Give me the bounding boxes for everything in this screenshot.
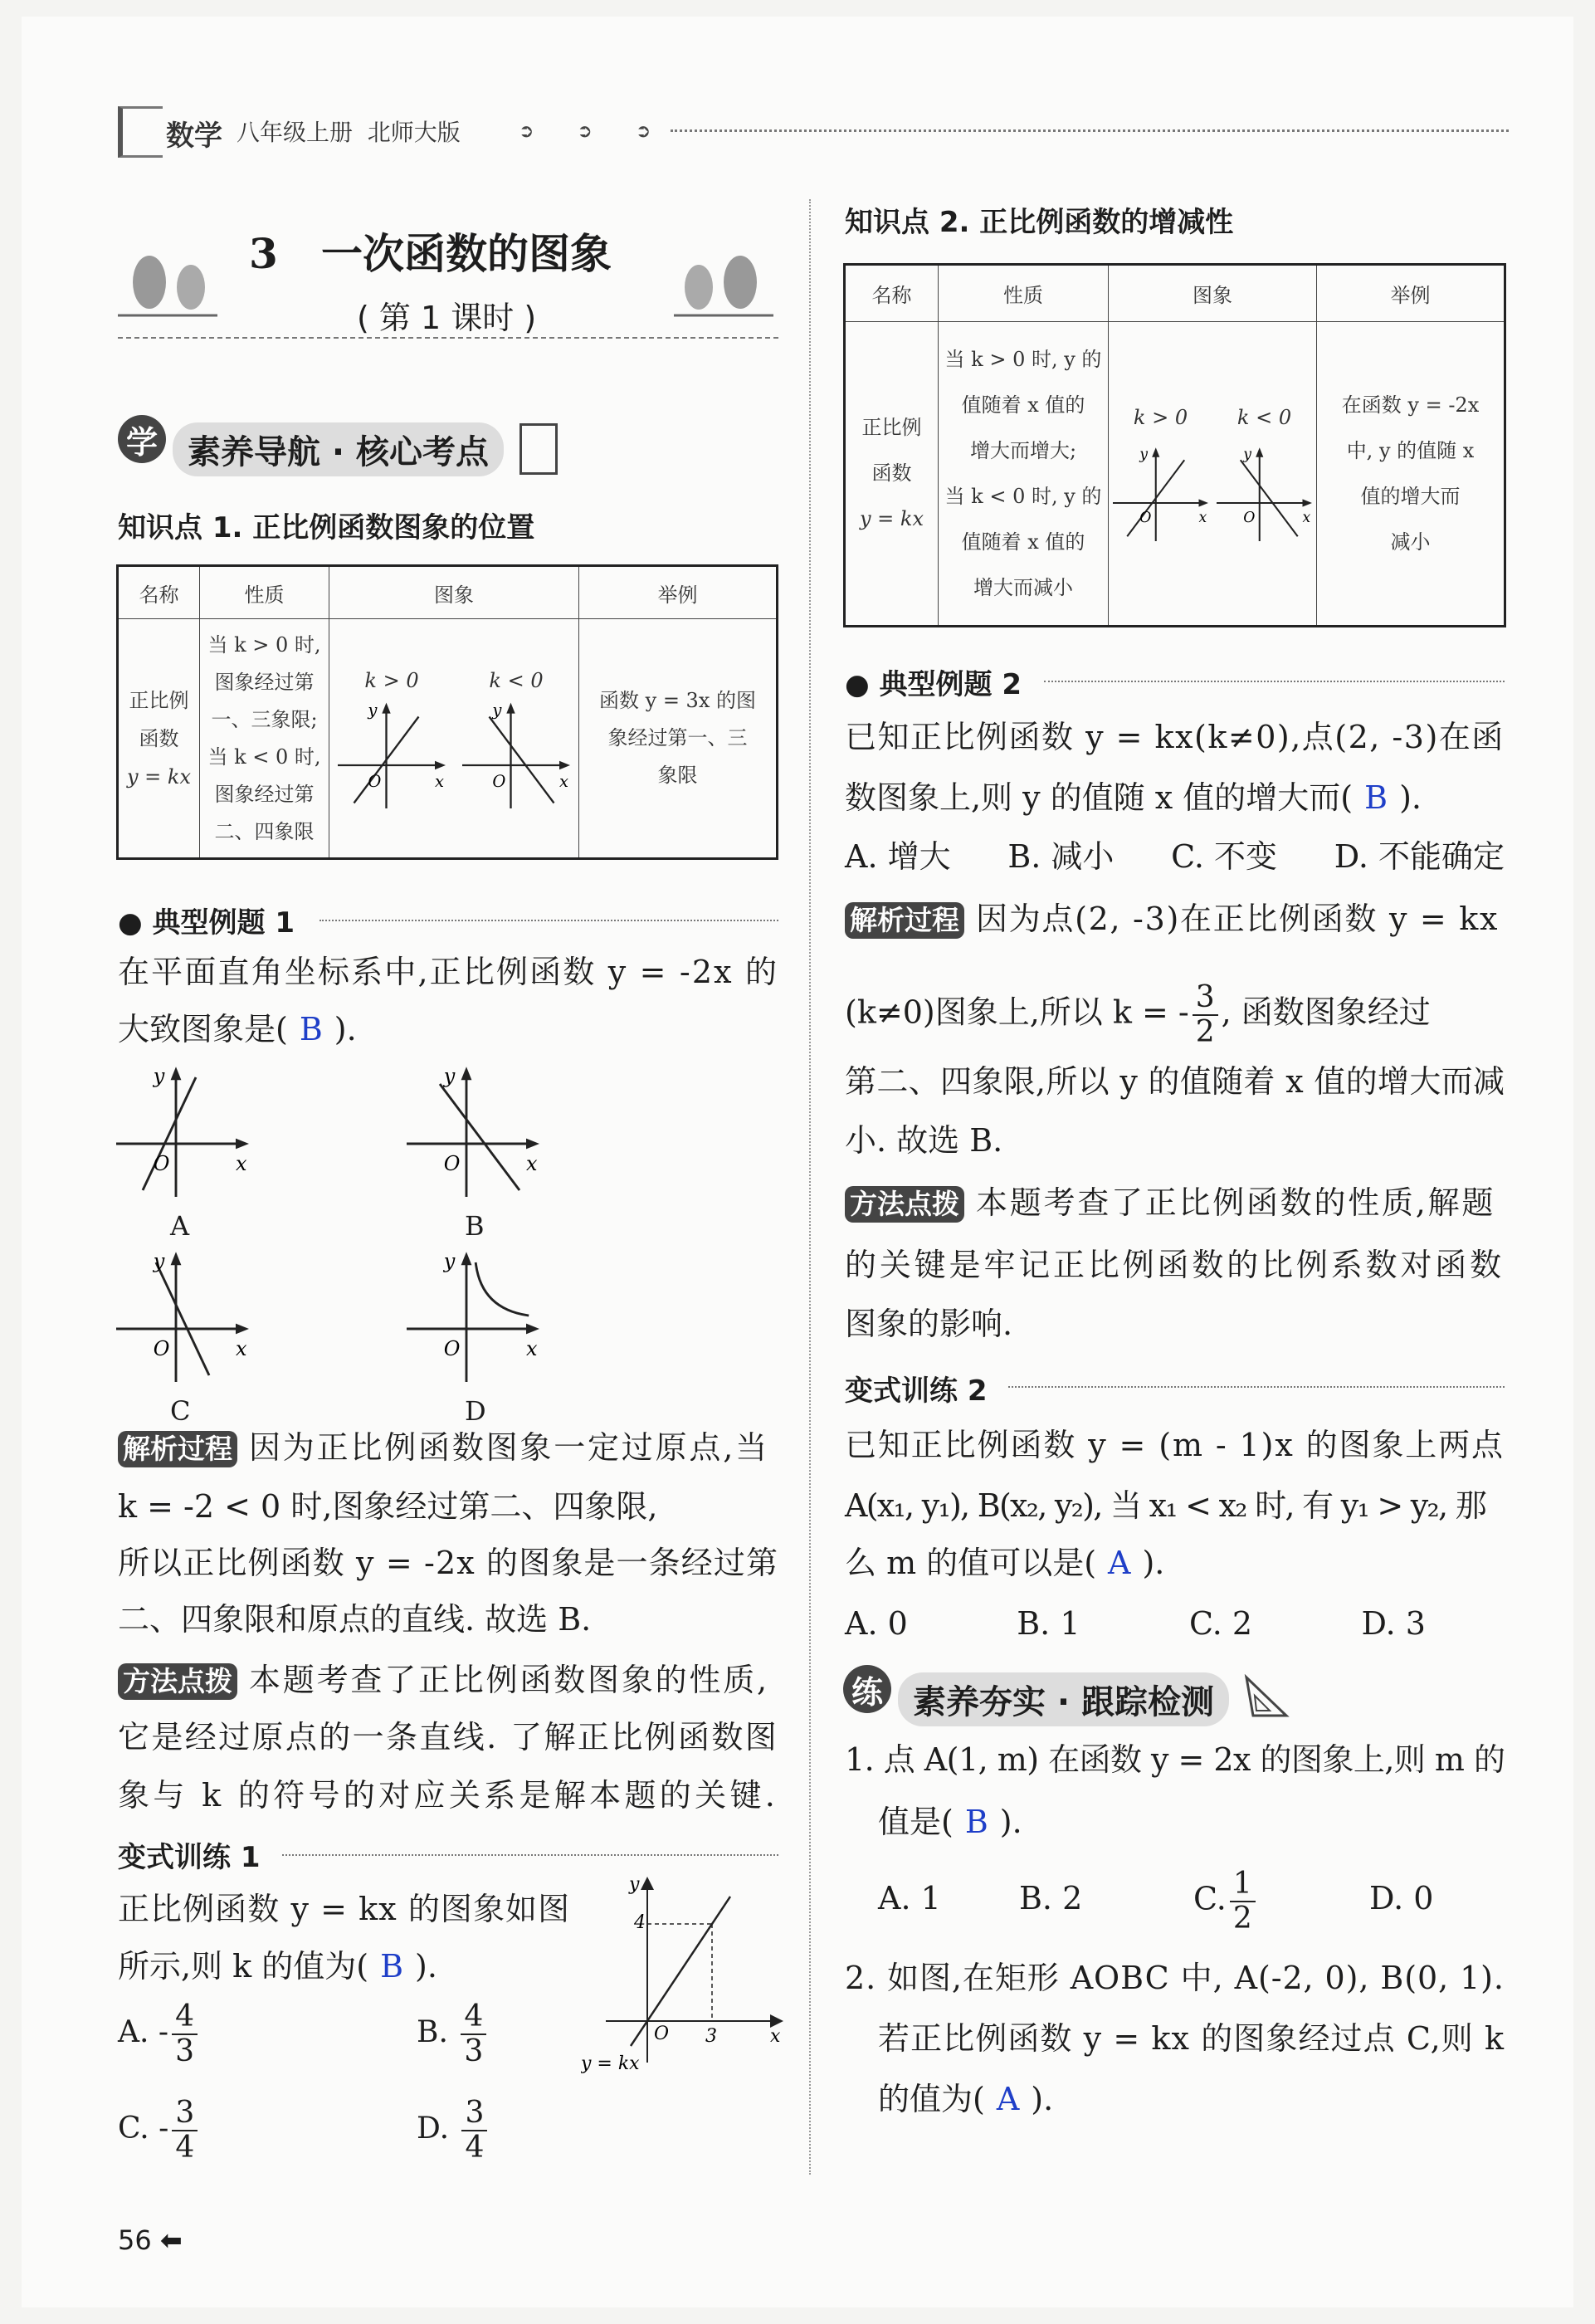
graph-label: k > 0 <box>364 668 419 692</box>
num: 3 <box>1193 981 1218 1016</box>
drill-1-options <box>118 2000 549 2183</box>
prop-line: 增大而减小 <box>973 575 1073 599</box>
analysis-1 <box>118 1427 769 1468</box>
drill-2-line: A(x₁, y₁), B(x₂, y₂), 当 x₁ < x₂ 时, 有 y₁ > y₂, 那 <box>845 1487 1486 1524</box>
text: 因为正比例函数图象一定过原点,当 <box>249 1429 769 1466</box>
page-number <box>118 2224 183 2256</box>
trees-left-icon <box>118 249 217 324</box>
y-axis-label: y <box>153 1249 165 1273</box>
function-line <box>476 1262 529 1316</box>
answer: B <box>964 1804 988 1840</box>
example-line: 值的增大而 <box>1360 484 1461 508</box>
origin-label: O <box>443 1152 461 1175</box>
axes-graph <box>462 701 570 808</box>
option[interactable]: B. 2 <box>1019 1880 1083 1916</box>
answer: A <box>1108 1545 1131 1581</box>
section-label: 素养夯实 · 跟踪检测 <box>898 1672 1229 1726</box>
header-dotted-rule <box>671 129 1509 132</box>
answer: B <box>299 1011 323 1047</box>
fraction <box>172 2000 198 2068</box>
name-line: 函数 <box>871 461 912 485</box>
analysis-2-line: 小. 故选 B. <box>845 1122 1003 1159</box>
y-axis-label: y <box>443 1249 456 1273</box>
drill-2-line: 已知正比例函数 y = (m - 1)x 的图象上两点 <box>845 1427 1505 1463</box>
question-2-line: 若正比例函数 y = kx 的图象经过点 C,则 k <box>878 2020 1505 2057</box>
origin-label: O <box>368 771 382 791</box>
option[interactable]: D. 不能确定 <box>1334 838 1505 875</box>
option-a[interactable] <box>118 2000 201 2068</box>
column-divider <box>809 199 811 2175</box>
answer: B <box>380 1948 404 1985</box>
col-header: 名称 <box>845 265 939 322</box>
axes-graph <box>116 1249 249 1382</box>
prop-line: 当 k > 0 时, <box>207 632 321 657</box>
method-line: 图象的影响. <box>845 1306 1013 1342</box>
x-axis-label: x <box>526 1152 538 1175</box>
graph-cell <box>1109 322 1317 627</box>
option[interactable]: A. 0 <box>845 1605 908 1642</box>
example-1-title: ● 典型例题 1 <box>118 906 295 940</box>
header-arrows-icon: ➲➲➲ <box>519 121 695 142</box>
text: ). <box>1031 2081 1054 2117</box>
den: 4 <box>175 2131 195 2165</box>
name-line: y = kx <box>859 507 924 530</box>
graph-k-negative <box>462 701 570 808</box>
x-axis-label: x <box>1302 510 1311 526</box>
axes-graph <box>1113 446 1208 541</box>
books-logo-icon <box>118 106 163 158</box>
property-cell <box>939 322 1109 627</box>
text: 的值为( <box>878 2081 985 2117</box>
example-line: 函数 y = 3x 的图 <box>599 689 756 712</box>
graph-label: k < 0 <box>1236 406 1292 429</box>
graph-caption: y = kx <box>581 2053 640 2074</box>
text: ). <box>1142 1545 1165 1581</box>
name-cell <box>845 322 939 627</box>
text: , 函数图象经过 <box>1221 994 1431 1031</box>
question-1-line <box>878 1801 1022 1843</box>
col-header: 名称 <box>118 566 200 619</box>
prop-line: 增大而增大; <box>969 438 1077 462</box>
analysis-line: 二、四象限和原点的直线. 故选 B. <box>118 1601 592 1638</box>
origin-label: O <box>1139 510 1152 526</box>
knowledge-table-2 <box>843 263 1506 627</box>
analysis-tag: 解析过程 <box>118 1431 237 1467</box>
example-line: 象经过第一、三 <box>607 726 748 749</box>
example-1-line: 在平面直角坐标系中,正比例函数 y = -2x 的 <box>118 954 779 990</box>
letter: C. <box>1193 1880 1227 1917</box>
name-cell <box>118 619 200 859</box>
y-axis-label: y <box>153 1064 165 1088</box>
axes-graph <box>407 1064 539 1197</box>
example-cell <box>1317 322 1505 627</box>
text: ). <box>1399 779 1422 816</box>
drill-1-graph <box>581 1872 788 2079</box>
example-1-line <box>118 1008 357 1050</box>
axes-graph <box>407 1249 539 1382</box>
letter: B. <box>417 2015 448 2049</box>
y-axis-label: y <box>1139 447 1148 464</box>
den: 3 <box>175 2034 194 2068</box>
knowledge-table-1 <box>116 564 778 860</box>
origin-label: O <box>443 1337 461 1360</box>
method-2 <box>845 1182 1495 1223</box>
example-line: 减小 <box>1390 530 1431 554</box>
y-axis-label: y <box>629 1874 640 1895</box>
col-header: 性质 <box>939 265 1109 322</box>
title-divider <box>118 337 778 339</box>
header-book: 八年级上册 北师大版 <box>237 119 461 146</box>
x-axis-label: x <box>770 2026 781 2047</box>
y-axis-label: y <box>492 700 502 720</box>
den: 4 <box>465 2131 485 2165</box>
option[interactable]: A. 1 <box>878 1880 941 1916</box>
prop-line: 当 k < 0 时, <box>207 745 321 769</box>
tick-x: 3 <box>705 2026 717 2047</box>
origin-label: O <box>492 771 506 791</box>
option-d-label: D <box>465 1395 486 1427</box>
col-header: 举例 <box>579 566 778 619</box>
sign: - <box>159 2112 169 2146</box>
axes-graph <box>116 1064 249 1197</box>
graph-k-negative <box>1217 446 1312 541</box>
wavy-rule <box>1008 1374 1505 1388</box>
notebook-icon <box>519 423 558 475</box>
lesson-title <box>249 221 612 281</box>
analysis-line: 所以正比例函数 y = -2x 的图象是一条经过第 <box>118 1545 779 1581</box>
graph-k-positive <box>338 701 446 808</box>
section-banner-practice <box>843 1665 1291 1726</box>
drill-2-options <box>845 1603 1426 1644</box>
x-axis-label: x <box>526 1337 538 1360</box>
section-banner-learn <box>118 415 558 476</box>
analysis-2-line: 第二、四象限,所以 y 的值随着 x 值的增大而减 <box>845 1063 1505 1100</box>
lesson-title-text: 一次函数的图象 <box>321 229 612 278</box>
option[interactable]: B. 1 <box>1017 1605 1080 1642</box>
knowledge-point-1-title: 知识点 1. 正比例函数图象的位置 <box>118 511 535 544</box>
example-line: 象限 <box>657 764 698 787</box>
text: 大致图象是( <box>118 1011 288 1047</box>
origin-label: O <box>153 1152 170 1175</box>
method-line: 象与 k 的符号的对应关系是解本题的关键. <box>118 1777 779 1814</box>
letter: D. <box>417 2112 450 2146</box>
example-2-line: 已知正比例函数 y = kx(k≠0),点(2, -3)在函 <box>845 719 1505 755</box>
num: 3 <box>172 2097 198 2131</box>
text: 本题考查了正比例函数图象的性质, <box>249 1662 769 1698</box>
fraction <box>461 2097 487 2165</box>
text: 所示,则 k 的值为( <box>118 1948 369 1985</box>
option[interactable]: A. 增大 <box>845 838 951 875</box>
question-2-line: 2. 如图,在矩形 AOBC 中, A(-2, 0), B(0, 1). <box>845 1960 1505 1996</box>
option-d[interactable] <box>417 2097 490 2165</box>
method-line: 的关键是牢记正比例函数的比例系数对函数 <box>845 1247 1505 1283</box>
y-axis-label: y <box>368 700 378 720</box>
example-2-title: ● 典型例题 2 <box>845 668 1022 701</box>
option[interactable]: D. 3 <box>1361 1605 1426 1642</box>
drill-2-title: 变式训练 2 <box>845 1374 988 1408</box>
prop-line: 图象经过第 <box>214 782 315 806</box>
drill-2-line <box>845 1542 1164 1584</box>
graph-label: k < 0 <box>489 668 544 692</box>
letter: A. <box>118 2015 149 2049</box>
prop-line: 二、四象限 <box>214 819 315 843</box>
fraction <box>461 2000 486 2068</box>
text: 么 m 的值可以是( <box>845 1545 1097 1581</box>
method-1 <box>118 1659 769 1701</box>
option[interactable]: C. 不变 <box>1171 838 1277 875</box>
num: 4 <box>461 2000 486 2035</box>
x-axis-label: x <box>1198 510 1207 526</box>
x-axis-label: x <box>236 1337 247 1360</box>
text: 本题考查了正比例函数的性质,解题 <box>976 1184 1496 1221</box>
trees-right-icon <box>674 249 773 324</box>
den: 3 <box>464 2034 484 2068</box>
header-subject: 数学 <box>166 120 222 153</box>
arrow-left-icon: ⬅ <box>159 2224 183 2256</box>
option-a-graph <box>116 1064 249 1197</box>
axes-graph <box>1217 446 1312 541</box>
analysis-2 <box>845 898 1499 940</box>
example-1-title-text: 典型例题 1 <box>152 906 295 940</box>
example-cell <box>579 619 778 859</box>
analysis-line: k = -2 < 0 时,图象经过第二、四象限, <box>118 1488 658 1525</box>
option-a-label: A <box>170 1210 190 1242</box>
wavy-rule <box>319 908 778 921</box>
section-badge: 练 <box>843 1665 891 1713</box>
text: 值是( <box>878 1804 954 1840</box>
x-axis-label: x <box>559 771 568 791</box>
option-b-graph <box>407 1064 539 1197</box>
option-d-graph <box>407 1249 539 1382</box>
option-c[interactable] <box>118 2097 201 2165</box>
answer: A <box>996 2081 1020 2117</box>
name-line: 函数 <box>139 726 179 750</box>
text: ). <box>415 1948 437 1985</box>
analysis-tag: 解析过程 <box>845 902 964 939</box>
name-line: 正比例 <box>129 688 189 712</box>
method-line: 它是经过原点的一条直线. 了解正比例函数图 <box>118 1719 779 1755</box>
prop-line: 当 k > 0 时, y 的 <box>944 347 1102 371</box>
sign: - <box>158 2015 169 2049</box>
text: ). <box>999 1804 1022 1840</box>
fraction <box>172 2097 198 2165</box>
drill-1-line: 正比例函数 y = kx 的图象如图 <box>118 1891 571 1927</box>
col-header: 图象 <box>1109 265 1317 322</box>
prop-line: 值随着 x 值的 <box>961 530 1085 554</box>
col-header: 图象 <box>329 566 579 619</box>
x-axis-label: x <box>236 1152 247 1175</box>
y-axis-label: y <box>443 1064 456 1088</box>
text: 因为点(2, -3)在正比例函数 y = kx <box>976 901 1500 937</box>
prop-line: 当 k < 0 时, y 的 <box>944 484 1102 508</box>
lesson-period: ( 第 1 课时 ) <box>357 300 537 336</box>
page-number-text: 56 <box>118 2224 152 2256</box>
option[interactable]: C. 2 <box>1188 1605 1253 1642</box>
option[interactable]: B. 减小 <box>1007 838 1115 875</box>
origin-label: O <box>1243 510 1256 526</box>
x-axis-label: x <box>435 771 444 791</box>
property-cell <box>200 619 329 859</box>
example-line: 中, y 的值随 x <box>1346 438 1475 462</box>
drill-1-line <box>118 1946 437 1987</box>
option[interactable] <box>1193 1868 1259 1936</box>
prop-line: 一、三象限; <box>211 707 318 731</box>
y-axis-label: y <box>1243 447 1251 464</box>
option[interactable]: D. 0 <box>1369 1880 1434 1916</box>
col-header: 举例 <box>1317 265 1505 322</box>
analysis-2-line <box>845 981 1431 1049</box>
wavy-rule <box>1044 669 1505 682</box>
option-b[interactable] <box>417 2000 490 2068</box>
graph-cell <box>329 619 579 859</box>
drill-1-title: 变式训练 1 <box>118 1841 261 1874</box>
graph-k-positive <box>1113 446 1208 541</box>
option-b-label: B <box>465 1210 485 1242</box>
example-2-options <box>845 836 1505 877</box>
method-tag: 方法点拨 <box>118 1663 237 1700</box>
wavy-rule <box>282 1843 778 1856</box>
set-square-icon <box>1241 1674 1291 1724</box>
question-2-line <box>878 2078 1053 2120</box>
num: 4 <box>172 2000 198 2035</box>
num: 1 <box>1230 1868 1256 1902</box>
text: ). <box>334 1011 357 1047</box>
origin-label: O <box>153 1337 170 1360</box>
name-line: 正比例 <box>861 416 922 439</box>
fraction <box>1193 981 1218 1049</box>
question-1-line: 1. 点 A(1, m) 在函数 y = 2x 的图象上,则 m 的 <box>845 1741 1505 1778</box>
option-c-label: C <box>170 1395 191 1427</box>
tick-y: 4 <box>634 1912 646 1933</box>
knowledge-point-2-title: 知识点 2. 正比例函数的增减性 <box>845 206 1234 239</box>
section-badge: 学 <box>118 415 166 463</box>
num: 3 <box>461 2097 487 2131</box>
text: 数图象上,则 y 的值随 x 值的增大而( <box>845 779 1354 816</box>
section-label: 素养导航 · 核心考点 <box>173 422 504 476</box>
den: 2 <box>1232 1902 1252 1936</box>
lesson-number: 3 <box>249 229 278 278</box>
text: (k≠0)图象上,所以 k = - <box>845 994 1189 1031</box>
den: 2 <box>1195 1015 1215 1049</box>
answer: B <box>1364 779 1388 816</box>
example-2-title-text: 典型例题 2 <box>879 668 1022 701</box>
prop-line: 值随着 x 值的 <box>961 393 1085 417</box>
prop-line: 图象经过第 <box>214 670 315 694</box>
axes-graph <box>338 701 446 808</box>
option-c-graph <box>116 1249 249 1382</box>
letter: C. <box>118 2112 149 2146</box>
origin-label: O <box>654 2024 670 2044</box>
example-2-line <box>845 777 1422 818</box>
graph-label: k > 0 <box>1133 406 1188 429</box>
method-tag: 方法点拨 <box>845 1186 964 1223</box>
fraction <box>1230 1868 1256 1936</box>
col-header: 性质 <box>200 566 329 619</box>
example-line: 在函数 y = -2x <box>1341 393 1480 417</box>
name-line: y = kx <box>126 764 191 788</box>
